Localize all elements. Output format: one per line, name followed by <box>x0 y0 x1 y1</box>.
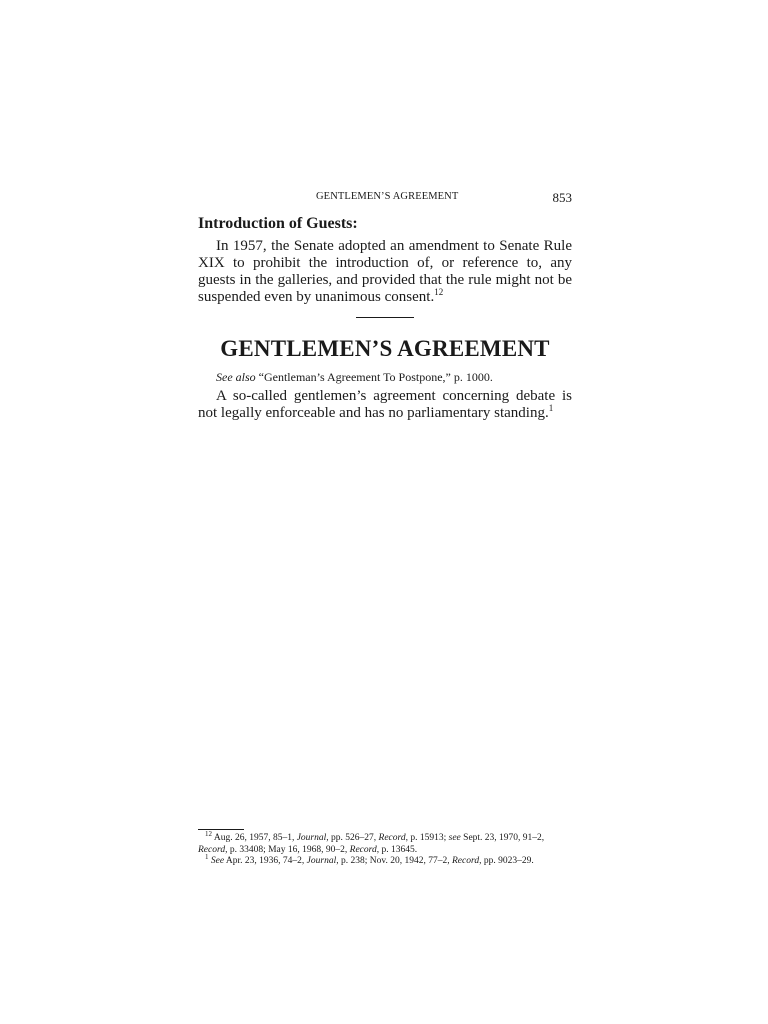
footnote <box>198 852 572 868</box>
footnote-text: Journal <box>296 833 327 843</box>
footnote-text: , p. 238; Nov. 20, 1942, 77–2, <box>336 856 452 866</box>
footnotes <box>198 829 572 868</box>
footnote-text: Record <box>349 844 377 855</box>
footnote-number: 1 <box>205 852 209 861</box>
footnote-text: , pp. 9023–29. <box>479 856 534 866</box>
agreement-paragraph-text: A so-called gentlemen’s agreement concerning debate is not legally enforceable and has no parliamentary standing. <box>198 388 572 421</box>
footnote-text: Record <box>378 833 406 843</box>
footnote-text: See <box>210 856 225 866</box>
footnote-text: , p. 13645. <box>376 844 418 855</box>
running-title: GENTLEMEN’S AGREEMENT <box>316 191 459 202</box>
footnote-reference: 1 <box>548 403 554 413</box>
footnote-number: 12 <box>205 829 212 838</box>
see-also-text: “Gentleman’s Agreement To Postpone,” p. 1000. <box>255 370 493 384</box>
footnote-text: , p. 15913; <box>405 833 449 843</box>
footnote <box>198 829 572 856</box>
agreement-paragraph <box>198 388 572 422</box>
footnote-text: , pp. 526–27, <box>326 833 379 843</box>
footnote-reference: 12 <box>434 287 444 297</box>
footnote-text: Journal <box>306 856 337 866</box>
see-also-label: See also <box>216 370 256 384</box>
footnote-text: Record <box>452 856 480 866</box>
guests-paragraph <box>198 238 572 306</box>
guests-paragraph-text: In 1957, the Senate adopted an amendment to Senate Rule XIX to prohibit the introduction of, or reference to, any guests in the galleries, and provided that the rule might not be suspended even by unanimous consent. <box>198 238 572 305</box>
running-head <box>198 191 572 205</box>
entry-title: GENTLEMEN’S AGREEMENT <box>220 336 550 361</box>
section-heading: Introduction of Guests: <box>198 215 358 232</box>
page-number: 853 <box>552 190 572 205</box>
footnote-text: Record <box>198 844 226 855</box>
footnote-text: , p. 33408; May 16, 1968, 90–2, <box>225 844 350 855</box>
footnote-text: Apr. 23, 1936, 74–2, <box>224 856 307 866</box>
section-divider <box>356 317 414 318</box>
footnote-text: Aug. 26, 1957, 85–1, <box>212 833 297 843</box>
footnote-text: see <box>448 833 461 843</box>
footnote-text: Sept. 23, 1970, 91–2, <box>460 833 545 843</box>
see-also-line <box>216 370 493 385</box>
